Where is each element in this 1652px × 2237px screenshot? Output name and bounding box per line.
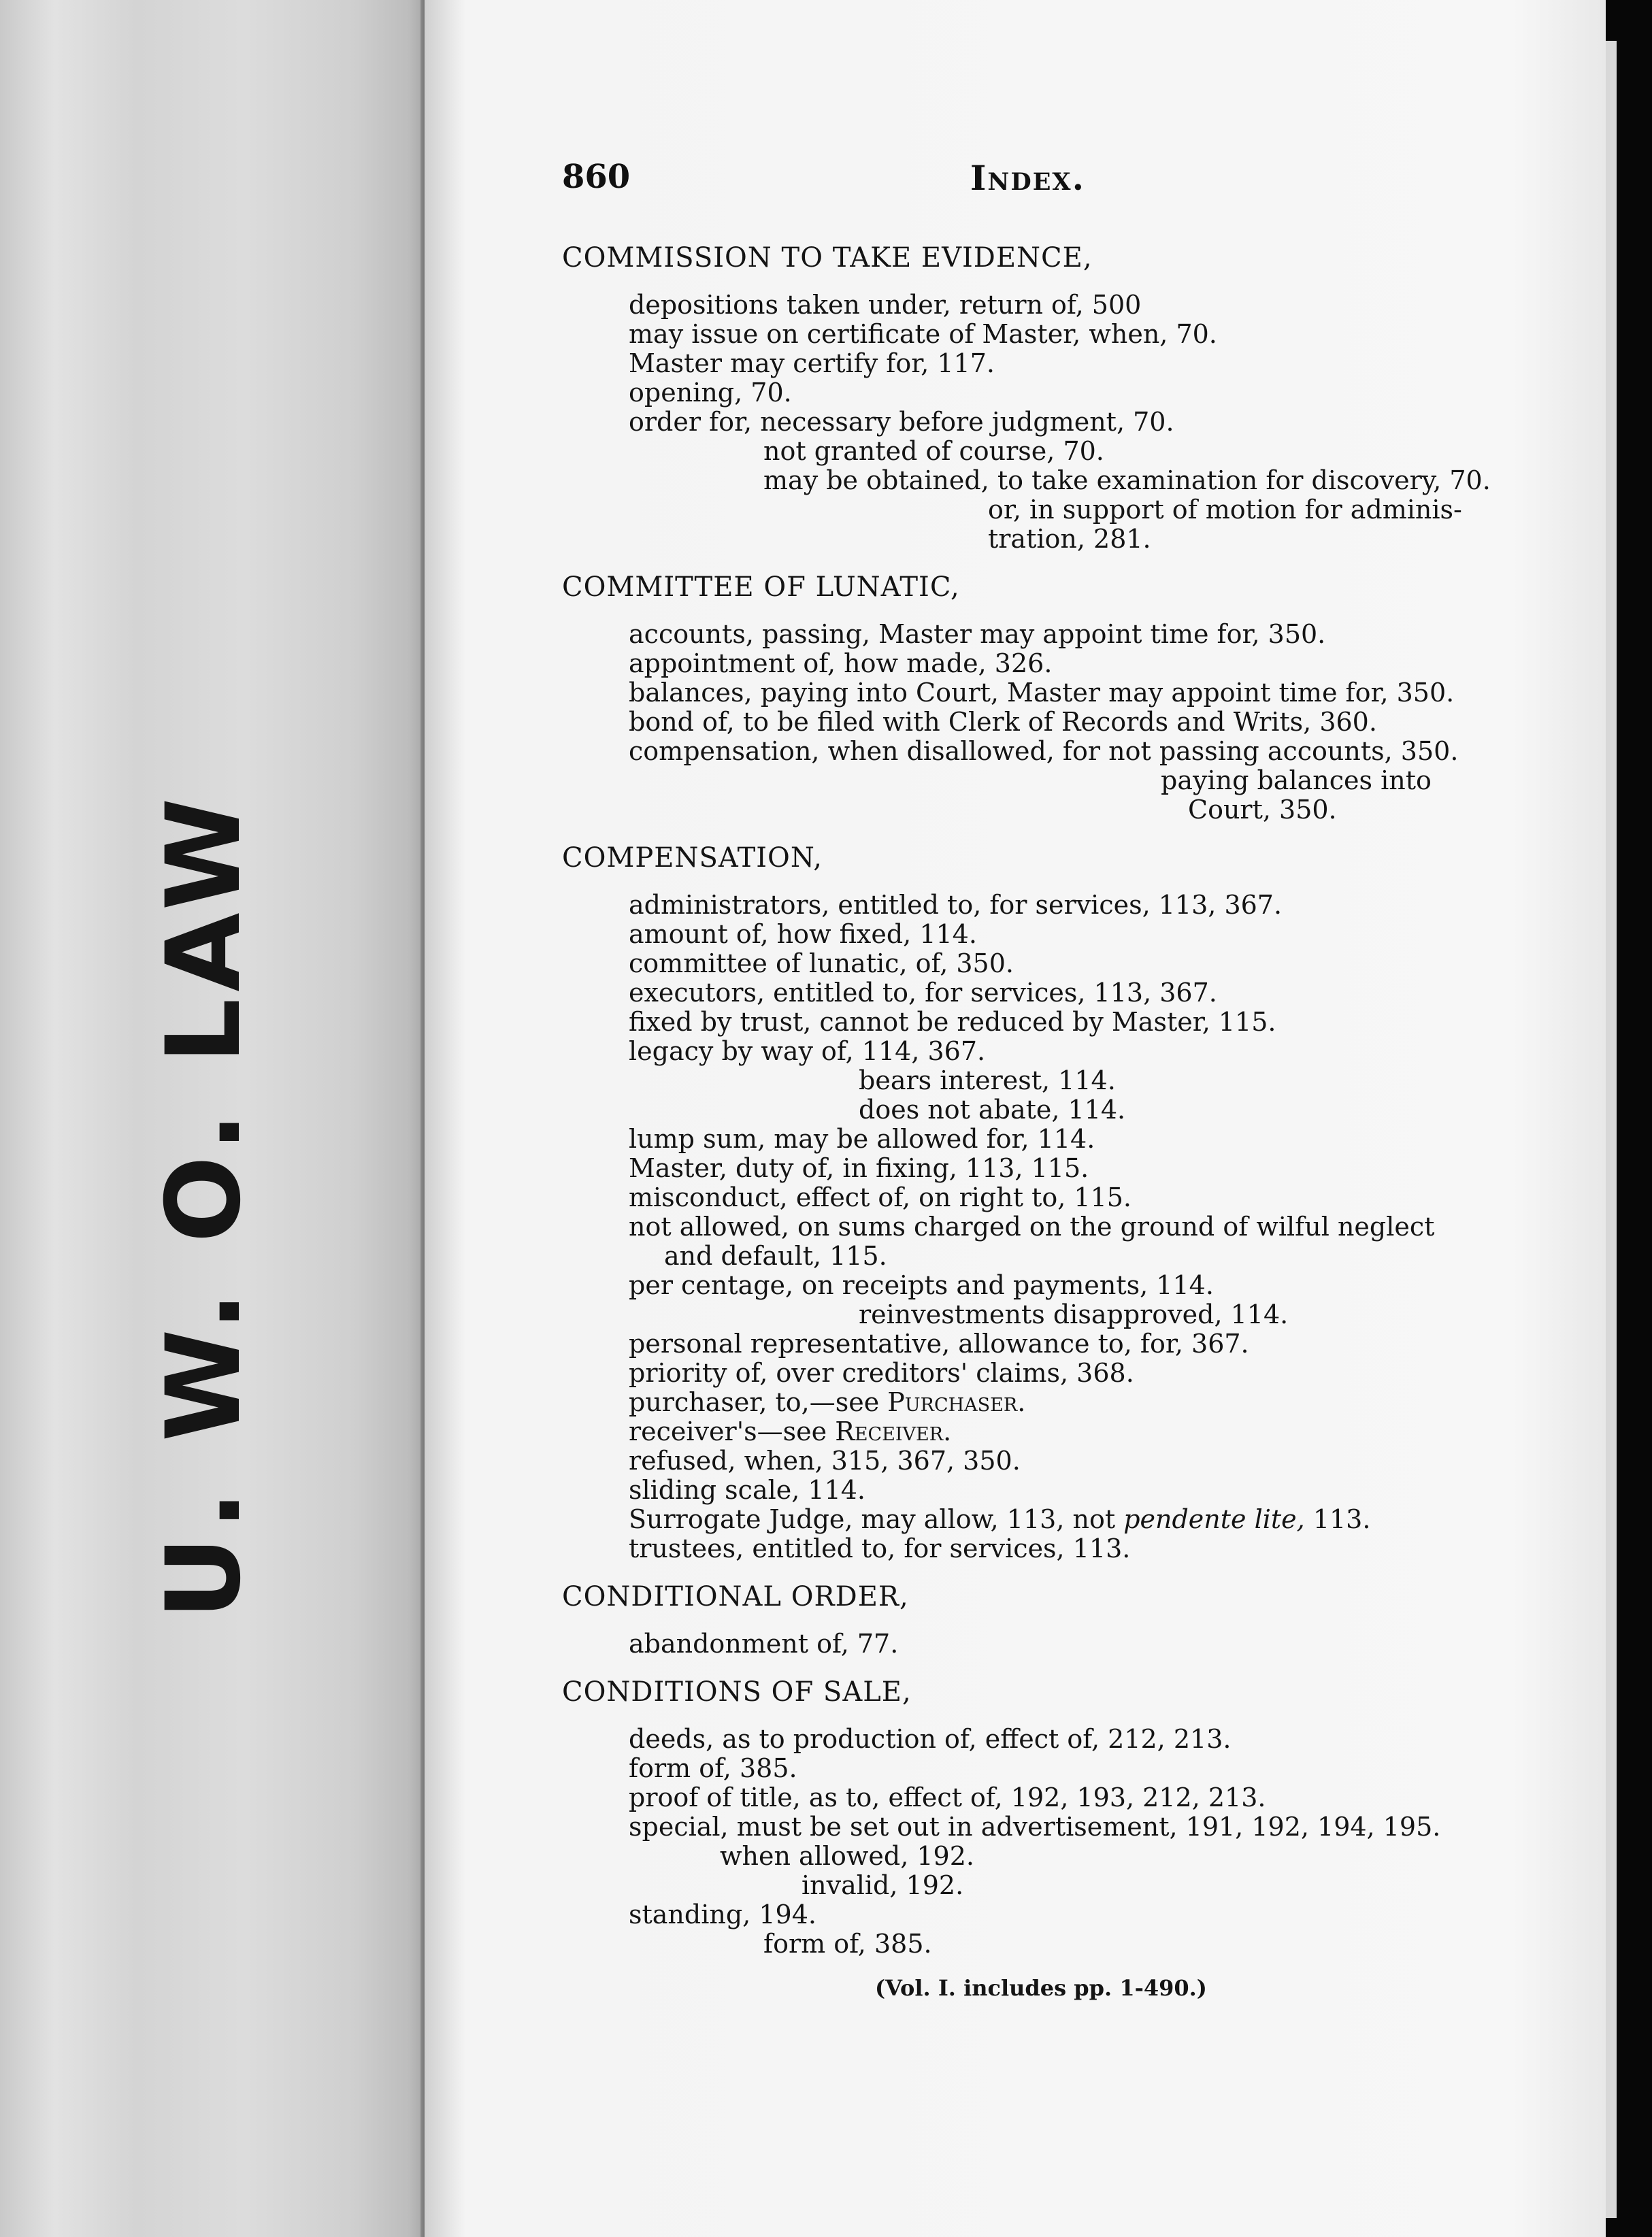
entry-text: abandonment of, 77. <box>629 1629 899 1659</box>
entry-text: Surrogate Judge, may allow, 113, not <box>629 1504 1124 1534</box>
entry-text: purchaser, to,—see <box>629 1387 888 1417</box>
entry-text: not granted of course, 70. <box>763 436 1104 466</box>
index-entry <box>562 978 1515 1008</box>
entry-text: legacy by way of, 114, 367. <box>629 1036 986 1066</box>
entry-text-after: 113. <box>1304 1504 1371 1534</box>
italic-term: pendente lite, <box>1123 1504 1305 1534</box>
index-entry <box>562 1629 1515 1659</box>
entry-text: committee of lunatic, of, 350. <box>629 948 1014 978</box>
entry-text: Court, 350. <box>1188 795 1337 825</box>
index-entry <box>562 1125 1515 1154</box>
index-entry <box>562 1242 1515 1271</box>
entry-text: personal representative, allowance to, for, 367. <box>629 1329 1249 1359</box>
index-entry <box>562 1783 1515 1812</box>
index-entry <box>562 1329 1515 1359</box>
next-page-edge <box>1606 41 1617 2218</box>
cross-reference: Receiver. <box>835 1416 952 1446</box>
entry-text: when allowed, 192. <box>720 1841 974 1871</box>
entry-text: accounts, passing, Master may appoint time for, 350. <box>629 619 1326 649</box>
index-entry <box>562 1725 1515 1754</box>
index-entry <box>562 1417 1515 1446</box>
index-heading: COMPENSATION, <box>562 842 823 874</box>
entry-text: proof of title, as to, effect of, 192, 193, 212, 213. <box>629 1783 1266 1812</box>
index-entry <box>562 649 1515 678</box>
entry-text: appointment of, how made, 326. <box>629 648 1053 678</box>
entry-text: form of, 385. <box>763 1929 932 1959</box>
index-entry <box>562 525 1515 554</box>
index-entry <box>562 1900 1515 1929</box>
page-title: Index. <box>970 158 1085 198</box>
entry-text: Master may certify for, 117. <box>629 348 995 378</box>
entry-text: and default, 115. <box>664 1241 887 1271</box>
index-entry <box>562 766 1515 795</box>
index-entry <box>562 1037 1515 1066</box>
entry-text: trustees, entitled to, for services, 113. <box>629 1534 1131 1563</box>
index-entry <box>562 349 1515 378</box>
index-entry <box>562 378 1515 408</box>
index-entry <box>562 920 1515 949</box>
index-heading: COMMITTEE OF LUNATIC, <box>562 571 960 603</box>
index-entry <box>562 949 1515 978</box>
entry-text: bond of, to be filed with Clerk of Records and Writs, 360. <box>629 707 1377 737</box>
running-head <box>562 158 1515 212</box>
index-entry <box>562 1505 1515 1534</box>
index-entry <box>562 1476 1515 1505</box>
entry-text: invalid, 192. <box>802 1870 964 1900</box>
entry-text: depositions taken under, return of, 500 <box>629 290 1142 320</box>
index-entry <box>562 1212 1515 1242</box>
entry-text: priority of, over creditors' claims, 368. <box>629 1358 1134 1388</box>
entry-text: special, must be set out in advertisement, 191, 192, 194, 195. <box>629 1812 1441 1842</box>
entry-text: misconduct, effect of, on right to, 115. <box>629 1182 1131 1212</box>
cross-reference: Purchaser. <box>887 1387 1026 1417</box>
index-entry <box>562 1066 1515 1095</box>
entry-text: per centage, on receipts and payments, 114. <box>629 1270 1214 1300</box>
entry-text: does not abate, 114. <box>859 1095 1126 1125</box>
entry-text: sliding scale, 114. <box>629 1475 866 1505</box>
entry-text: not allowed, on sums charged on the ground of wilful neglect <box>629 1212 1435 1242</box>
index-entry <box>562 1534 1515 1563</box>
index-entry <box>562 1183 1515 1212</box>
book-binding <box>0 0 435 2237</box>
entry-text: paying balances into <box>1161 765 1432 795</box>
entry-text: standing, 194. <box>629 1900 816 1929</box>
entry-text: balances, paying into Court, Master may appoint time for, 350. <box>629 678 1455 708</box>
entry-text: may be obtained, to take examination for discovery, 70. <box>763 465 1491 495</box>
index-entry <box>562 408 1515 437</box>
entry-text: form of, 385. <box>629 1753 797 1783</box>
index-entry <box>562 1754 1515 1783</box>
index-entry <box>562 1154 1515 1183</box>
entry-text: or, in support of motion for adminis- <box>988 495 1462 525</box>
entry-text: deeds, as to production of, effect of, 212, 213. <box>629 1724 1232 1754</box>
entry-text: receiver's—see <box>629 1416 836 1446</box>
index-entry <box>562 495 1515 525</box>
index-entry <box>562 1871 1515 1900</box>
index-heading: COMMISSION TO TAKE EVIDENCE, <box>562 242 1093 274</box>
index-entry <box>562 708 1515 737</box>
index-entry <box>562 291 1515 320</box>
volume-footnote: (Vol. I. includes pp. 1-490.) <box>875 1975 1207 2001</box>
index-heading: CONDITIONAL ORDER, <box>562 1581 909 1612</box>
entry-text: fixed by trust, cannot be reduced by Master, 115. <box>629 1007 1276 1037</box>
index-entry <box>562 320 1515 349</box>
index-entry <box>562 1300 1515 1329</box>
index-entry <box>562 1929 1515 1959</box>
entry-text: reinvestments disapproved, 114. <box>859 1299 1289 1329</box>
page-number: 860 <box>562 158 631 196</box>
index-heading: CONDITIONS OF SALE, <box>562 1676 912 1708</box>
entry-text: executors, entitled to, for services, 113, 367. <box>629 978 1217 1008</box>
index-entry <box>562 437 1515 466</box>
index-entry <box>562 891 1515 920</box>
entry-text: administrators, entitled to, for services, 113, 367. <box>629 890 1283 920</box>
index-entry <box>562 1388 1515 1417</box>
entry-text: bears interest, 114. <box>859 1065 1116 1095</box>
index-entry <box>562 795 1515 825</box>
entry-text: tration, 281. <box>988 524 1151 554</box>
entry-text: may issue on certificate of Master, when, 70. <box>629 319 1217 349</box>
index-content <box>562 244 1515 2003</box>
index-entry <box>562 1095 1515 1125</box>
index-entry <box>562 1812 1515 1842</box>
entry-text: compensation, when disallowed, for not passing accounts, 350. <box>629 736 1459 766</box>
index-entry <box>562 1008 1515 1037</box>
entry-text: Master, duty of, in fixing, 113, 115. <box>629 1153 1089 1183</box>
entry-text: order for, necessary before judgment, 70. <box>629 407 1174 437</box>
index-entry <box>562 1446 1515 1476</box>
spine-label: U. W. O. LAW <box>145 791 263 1619</box>
entry-text: refused, when, 315, 367, 350. <box>629 1446 1021 1476</box>
entry-text: opening, 70. <box>629 378 792 408</box>
index-entry <box>562 1271 1515 1300</box>
entry-text: amount of, how fixed, 114. <box>629 919 977 949</box>
index-entry <box>562 1359 1515 1388</box>
index-entry <box>562 737 1515 766</box>
entry-text: lump sum, may be allowed for, 114. <box>629 1124 1095 1154</box>
index-entry <box>562 466 1515 495</box>
index-entry <box>562 678 1515 708</box>
index-entry <box>562 1842 1515 1871</box>
index-entry <box>562 620 1515 649</box>
